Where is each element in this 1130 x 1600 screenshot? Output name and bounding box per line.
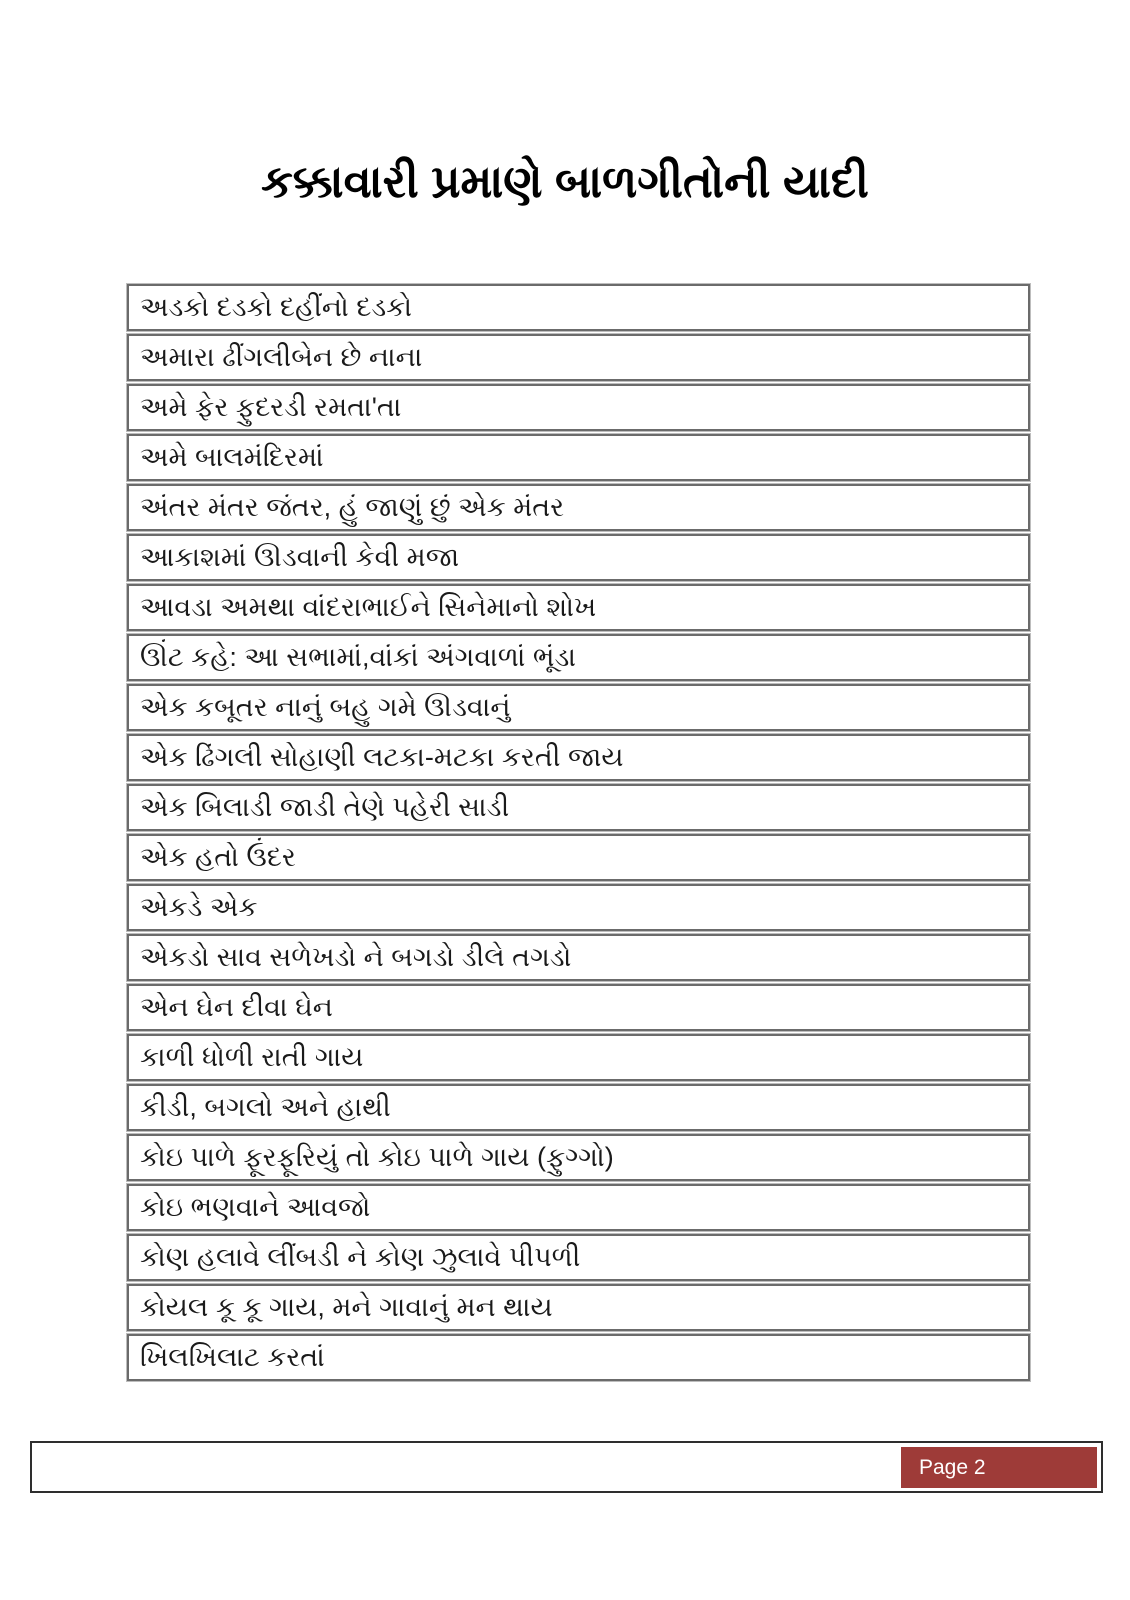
page-number-label: Page 2 bbox=[919, 1455, 986, 1479]
song-title: એકડે એક bbox=[140, 892, 258, 922]
table-row bbox=[127, 284, 1030, 331]
song-title: એક બિલાડી જાડી તેણે પહેરી સાડી bbox=[140, 792, 510, 822]
song-table bbox=[127, 284, 1030, 1384]
song-title: અમે ફેર ફુદરડી રમતા'તા bbox=[140, 392, 402, 422]
song-title: એન ઘેન દીવા ઘેન bbox=[140, 992, 333, 1022]
song-title: અડકો દડકો દહીંનો દડકો bbox=[140, 292, 412, 322]
song-title: ખિલખિલાટ કરતાં bbox=[140, 1342, 325, 1372]
song-title: ઊંટ કહે: આ સભામાં,વાંકાં અંગવાળાં ભૂંડા bbox=[140, 642, 576, 672]
page-number-badge bbox=[901, 1447, 1097, 1488]
table-row bbox=[127, 1234, 1030, 1281]
song-title: કોણ હલાવે લીંબડી ને કોણ ઝુલાવે પીપળી bbox=[140, 1242, 581, 1272]
table-row bbox=[127, 334, 1030, 381]
table-row bbox=[127, 934, 1030, 981]
table-row bbox=[127, 484, 1030, 531]
table-row bbox=[127, 1334, 1030, 1381]
table-row bbox=[127, 634, 1030, 681]
song-title: આવડા અમથા વાંદરાભાઈને સિનેમાનો શોખ bbox=[140, 592, 597, 622]
song-title: કીડી, બગલો અને હાથી bbox=[140, 1092, 391, 1122]
page-footer bbox=[30, 1441, 1103, 1493]
song-title: આકાશમાં ઊડવાની કેવી મજા bbox=[140, 542, 460, 572]
table-row bbox=[127, 1084, 1030, 1131]
song-title: અંતર મંતર જંતર, હું જાણું છું એક મંતર bbox=[140, 492, 565, 522]
table-row bbox=[127, 1034, 1030, 1081]
table-row bbox=[127, 1184, 1030, 1231]
table-row bbox=[127, 1134, 1030, 1181]
table-row bbox=[127, 834, 1030, 881]
table-row bbox=[127, 884, 1030, 931]
table-row bbox=[127, 984, 1030, 1031]
table-row bbox=[127, 534, 1030, 581]
song-title: એકડો સાવ સળેખડો ને બગડો ડીલે તગડો bbox=[140, 942, 572, 972]
song-title: એક ઢિંગલી સોહાણી લટકા-મટકા કરતી જાય bbox=[140, 742, 624, 772]
table-row bbox=[127, 384, 1030, 431]
song-title: અમારા ઢીંગલીબેન છે નાના bbox=[140, 342, 423, 372]
table-row bbox=[127, 434, 1030, 481]
table-row bbox=[127, 1284, 1030, 1331]
song-title: એક કબૂતર નાનું બહુ ગમે ઊડવાનું bbox=[140, 692, 511, 722]
table-row bbox=[127, 684, 1030, 731]
song-title: એક હતો ઉંદર bbox=[140, 842, 296, 872]
song-title: કોયલ કૂ કૂ ગાય, મને ગાવાનું મન થાય bbox=[140, 1292, 553, 1322]
table-row bbox=[127, 584, 1030, 631]
song-title: અમે બાલમંદિરમાં bbox=[140, 442, 324, 472]
page-title: કક્કાવારી પ્રમાણે બાળગીતોની યાદી bbox=[261, 156, 869, 207]
song-title: કોઇ ભણવાને આવજો bbox=[140, 1192, 371, 1222]
song-title: કોઇ પાળે ફૂરફૂરિયું તો કોઇ પાળે ગાય (ફુગ્ગો) bbox=[140, 1142, 614, 1172]
table-row bbox=[127, 784, 1030, 831]
table-row bbox=[127, 734, 1030, 781]
song-title: કાળી ધોળી રાતી ગાય bbox=[140, 1042, 364, 1072]
